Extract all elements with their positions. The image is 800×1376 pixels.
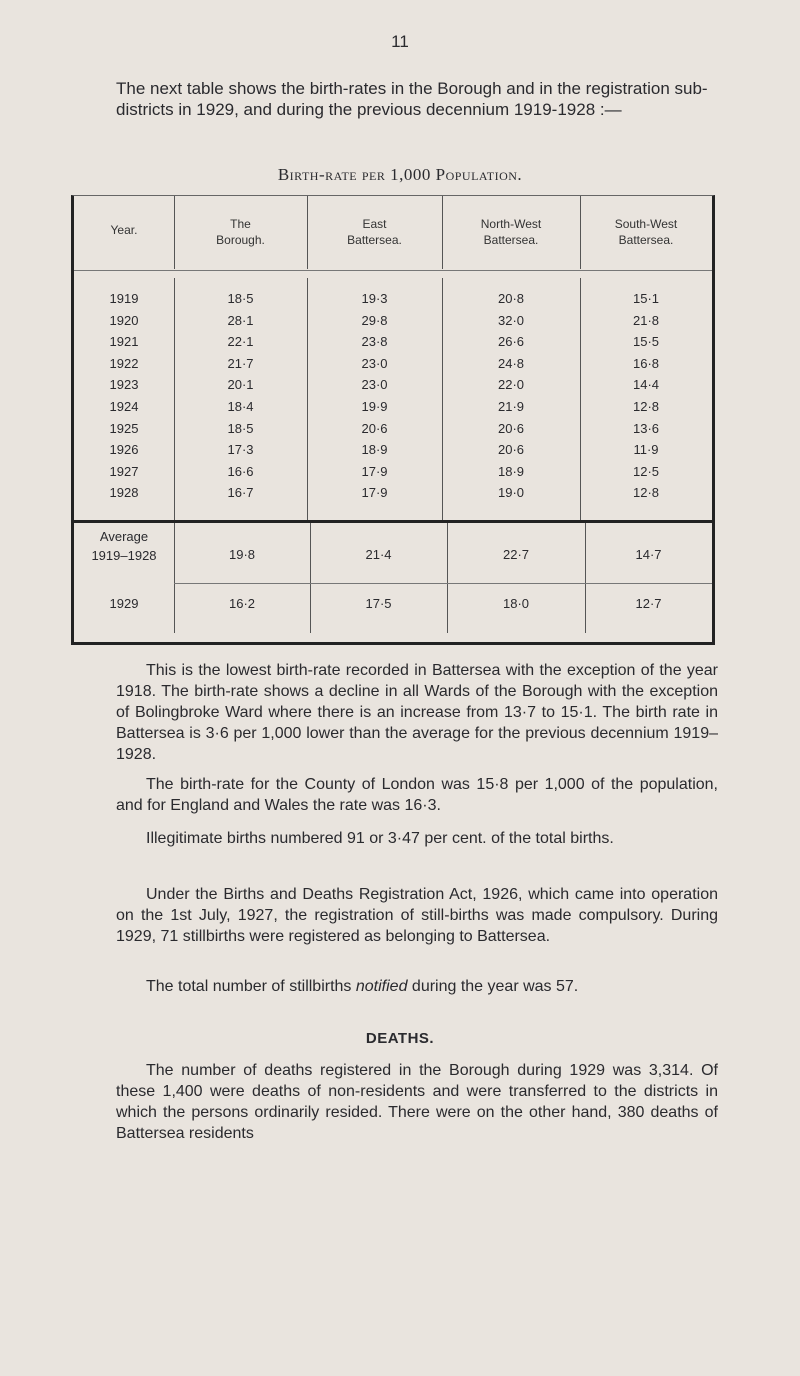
row-borough: 28·1 bbox=[227, 312, 254, 328]
row-north-west: 20·8 bbox=[497, 291, 525, 306]
current-north-west: 18·0 bbox=[502, 596, 530, 611]
row-borough: 22·1 bbox=[227, 334, 254, 350]
paragraph-registration-act bbox=[116, 884, 718, 947]
paragraph-text: The birth-rate for the County of London was 15·8 per 1,000 of the population, and for England and Wales the rate was 16·3. bbox=[116, 776, 718, 814]
header-nw-line2: Battersea. bbox=[483, 233, 539, 247]
row-east: 29·8 bbox=[361, 312, 388, 328]
average-label-line2: 1919–1928 bbox=[91, 548, 157, 563]
deaths-heading: DEATHS. bbox=[365, 1030, 435, 1047]
row-south-west: 13·6 bbox=[632, 420, 660, 436]
row-borough: 18·4 bbox=[227, 399, 254, 414]
row-year: 1920 bbox=[109, 312, 139, 328]
row-east: 19·3 bbox=[361, 291, 388, 306]
row-year: 1927 bbox=[109, 463, 139, 479]
row-south-west: 11·9 bbox=[633, 442, 659, 458]
header-year: Year. bbox=[110, 223, 138, 237]
column-divider bbox=[310, 523, 311, 633]
paragraph-stillbirths-notified bbox=[116, 976, 718, 997]
header-east-line2: Battersea. bbox=[347, 233, 402, 247]
row-east: 17·9 bbox=[361, 485, 388, 501]
average-south-west: 14·7 bbox=[635, 547, 662, 562]
column-divider bbox=[174, 523, 175, 633]
header-sw-line1: South-West bbox=[614, 217, 678, 231]
row-borough: 20·1 bbox=[227, 377, 254, 393]
row-borough: 16·6 bbox=[227, 463, 254, 479]
header-borough-line2: Borough. bbox=[216, 233, 265, 247]
row-borough: 17·3 bbox=[227, 442, 254, 458]
row-south-west: 16·8 bbox=[632, 355, 660, 371]
row-east: 23·0 bbox=[361, 355, 388, 371]
row-borough: 18·5 bbox=[227, 291, 254, 306]
row-borough: 21·7 bbox=[227, 355, 254, 371]
current-south-west: 12·7 bbox=[635, 596, 662, 611]
intro-paragraph: The next table shows the birth-rates in the Borough and in the registration sub-districts in 1929, and during the previous decennium 1919-1928 :— bbox=[116, 79, 708, 119]
table-title bbox=[0, 165, 800, 185]
row-south-west: 12·5 bbox=[632, 463, 660, 479]
average-east: 21·4 bbox=[365, 547, 392, 562]
paragraph-text: Illegitimate births numbered 91 or 3·47 per cent. of the total births. bbox=[146, 830, 614, 847]
row-borough: 18·5 bbox=[227, 420, 254, 436]
current-borough: 16·2 bbox=[228, 596, 256, 611]
header-sw-line2: Battersea. bbox=[618, 233, 674, 247]
row-south-west: 15·5 bbox=[632, 334, 660, 350]
average-label-line1: Average bbox=[99, 529, 149, 544]
row-north-west: 32·0 bbox=[497, 312, 525, 328]
current-year-label: 1929 bbox=[109, 596, 139, 611]
row-year: 1921 bbox=[109, 334, 139, 350]
average-label bbox=[74, 527, 174, 565]
row-east: 17·9 bbox=[361, 463, 388, 479]
header-borough bbox=[174, 216, 307, 248]
row-south-west: 21·8 bbox=[632, 312, 660, 328]
paragraph-text-b: during the year was 57. bbox=[407, 978, 579, 995]
header-east bbox=[307, 216, 442, 248]
row-year: 1922 bbox=[109, 355, 139, 371]
header-nw-line1: North-West bbox=[480, 217, 542, 231]
row-north-west: 26·6 bbox=[497, 334, 525, 350]
header-south-west bbox=[580, 216, 712, 248]
row-east: 23·8 bbox=[361, 334, 388, 350]
row-borough: 16·7 bbox=[227, 485, 254, 501]
row-north-west: 21·9 bbox=[497, 399, 525, 414]
paragraph-text: This is the lowest birth-rate recorded in Battersea with the exception of the year 1918. The birth-rate shows a decline in all Wards of the Borough with the exception of Bolingbroke Ward where there is an increase from 13·7 to 15·1. The birth rate in Battersea is 3·6 per 1,000 lower than the average for the previous decennium 1919–1928. bbox=[116, 662, 718, 763]
row-north-west: 18·9 bbox=[497, 463, 525, 479]
row-year: 1925 bbox=[109, 420, 139, 436]
row-east: 23·0 bbox=[361, 377, 388, 393]
paragraph-text-a: The total number of stillbirths bbox=[146, 978, 356, 995]
header-borough-line1: The bbox=[230, 217, 251, 231]
paragraph-text: Under the Births and Deaths Registration Act, 1926, which came into operation on the 1st July, 1927, the registration of still-births was made compulsory. During 1929, 71 stillbirths were registered as belonging to Battersea. bbox=[116, 886, 718, 945]
row-north-west: 20·6 bbox=[497, 442, 525, 458]
header-east-line1: East bbox=[362, 217, 387, 231]
page-number: 11 bbox=[391, 32, 409, 51]
paragraph-illegitimate bbox=[116, 828, 718, 849]
row-south-west: 12·8 bbox=[632, 485, 660, 501]
birth-rate-table bbox=[71, 195, 715, 645]
header-north-west bbox=[442, 216, 580, 248]
paragraph-emphasis: notified bbox=[355, 978, 408, 995]
row-year: 1928 bbox=[109, 485, 139, 501]
row-year: 1923 bbox=[109, 377, 139, 393]
table-title-text: Birth-rate per 1,000 Population. bbox=[277, 165, 523, 184]
row-south-west: 12·8 bbox=[632, 399, 660, 414]
row-east: 18·9 bbox=[361, 442, 388, 458]
average-north-west: 22·7 bbox=[502, 547, 530, 562]
paragraph-lowest-birth-rate bbox=[116, 660, 718, 765]
header-rule bbox=[74, 270, 712, 271]
row-north-west: 20·6 bbox=[497, 420, 525, 436]
current-east: 17·5 bbox=[365, 596, 392, 611]
row-north-west: 19·0 bbox=[497, 485, 525, 501]
row-year: 1926 bbox=[109, 442, 139, 458]
row-south-west: 14·4 bbox=[632, 377, 660, 393]
row-east: 20·6 bbox=[361, 420, 388, 436]
row-north-west: 22·0 bbox=[497, 377, 525, 393]
row-year: 1924 bbox=[109, 399, 139, 414]
column-divider bbox=[447, 523, 448, 633]
row-year: 1919 bbox=[109, 291, 139, 306]
current-year-rule bbox=[174, 583, 712, 584]
paragraph-county-rate bbox=[116, 774, 718, 816]
row-east: 19·9 bbox=[361, 399, 388, 414]
row-north-west: 24·8 bbox=[497, 355, 525, 371]
average-borough: 19·8 bbox=[228, 547, 256, 562]
column-divider bbox=[585, 523, 586, 633]
row-south-west: 15·1 bbox=[632, 291, 660, 306]
average-rule bbox=[74, 520, 712, 523]
paragraph-deaths bbox=[116, 1060, 718, 1144]
paragraph-text: The number of deaths registered in the Borough during 1929 was 3,314. Of these 1,400 were deaths of non-residents and were transferred to the districts in which the persons ordinarily resided. There were on the other hand, 380 deaths of Battersea residents bbox=[116, 1062, 718, 1142]
